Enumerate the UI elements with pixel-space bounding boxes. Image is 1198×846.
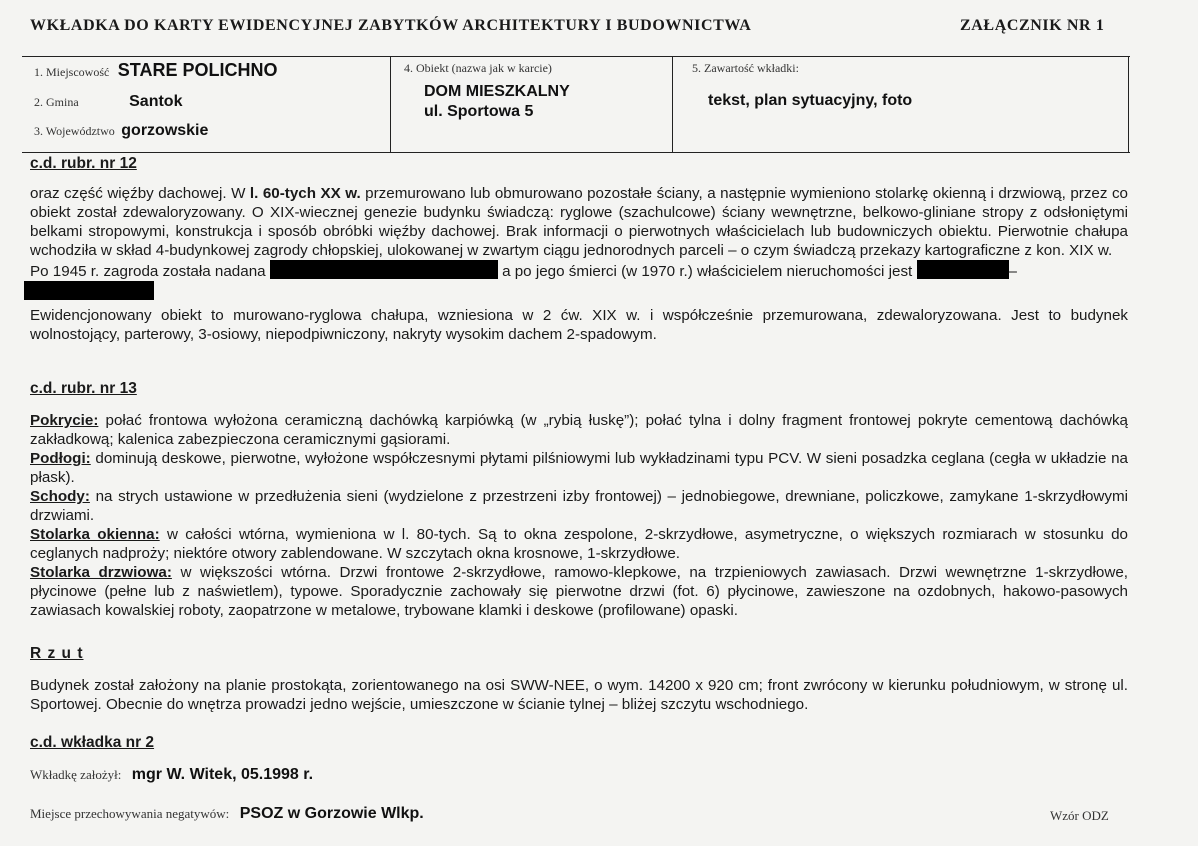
negatywy-field <box>30 805 424 823</box>
section-12-paragraph-2: Po 1945 r. zagroda została nadana a po jego śmierci (w 1970 r.) właścicielem nieruchomości jest – <box>30 260 1128 302</box>
section-13-body <box>30 411 1128 620</box>
field-gmina <box>34 93 182 111</box>
wojewodztwo-value: gorzowskie <box>121 122 209 139</box>
miejscowosc-label: 1. Miejscowość <box>34 65 110 79</box>
p1-bold-date: l. 60-tych XX w. <box>249 185 361 202</box>
p2-text-a: Po 1945 r. zagroda została nadana <box>30 263 266 280</box>
podlogi-label: Podłogi: <box>30 450 91 467</box>
field-wojewodztwo <box>34 122 208 140</box>
podlogi-paragraph <box>30 449 1128 487</box>
annex-number: ZAŁĄCZNIK NR 1 <box>960 17 1105 34</box>
stolarka-drzwiowa-paragraph <box>30 563 1128 620</box>
pokrycie-label: Pokrycie: <box>30 412 99 429</box>
box-top-border <box>22 56 1130 57</box>
section-12-paragraph-1 <box>30 184 1128 260</box>
obiekt-name: DOM MIESZKALNY <box>424 83 570 100</box>
zalozyl-field <box>30 766 313 784</box>
box-divider-2 <box>672 56 673 153</box>
section-12-heading: c.d. rubr. nr 12 <box>30 155 137 172</box>
wojewodztwo-label: 3. Województwo <box>34 124 115 138</box>
schody-paragraph <box>30 487 1128 525</box>
field-miejscowosc <box>34 60 277 81</box>
schody-text: na strych ustawione w przedłużenia sieni (wydzielone z przestrzeni izby frontowej) – jednobiegowe, drewniane, policzkowe, zamykane 1-skrzydłowymi drzwiami. <box>30 488 1128 524</box>
stolarka-okienna-paragraph <box>30 525 1128 563</box>
redaction-box <box>917 260 1009 279</box>
gmina-label: 2. Gmina <box>34 95 79 109</box>
p1-text-b: przemurowano lub obmurowano pozostałe ściany, a następnie wymieniono stolarkę okienną i drzwiową, przez co obiekt został zdewaloryzowany. O XIX-wiecznej genezie budynku świadczą: ryglowe (szachulcowe) ściany wewnętrzne, belkowo-gliniane stropy z odsłoniętymi belkami stropowymi, konstrukcja i sposób obróbki więźby dachowej. Brak informacji o pierwotnych właścicielach lub budowniczych obiektu. Pierwotnie chałupa wchodziła w skład 4-budynkowej zagrody chłopskiej, ulokowanej w zwartym ciągu jednorodnych parceli – o czym świadczą przekazy kartograficzne z kon. XIX w. <box>30 185 1128 259</box>
stolarka-okienna-label: Stolarka okienna: <box>30 526 160 543</box>
gmina-value: Santok <box>129 93 183 110</box>
pokrycie-paragraph <box>30 411 1128 449</box>
redaction-box <box>24 281 154 300</box>
box-divider-1 <box>390 56 391 153</box>
p1-text-a: oraz część więźby dachowej. W <box>30 185 250 202</box>
zawartosc-value: tekst, plan sytuacyjny, foto <box>708 92 913 109</box>
box-bottom-border <box>22 152 1130 153</box>
stolarka-okienna-text: w całości wtórna, wymieniona w l. 80-tych. Są to okna zespolone, 2-skrzydłowe, asymetryczne, o większych rozmiarach w stosunku do ceglanych nadproży; niektóre otwory zablendowane. W szczytach okna krosnowe, 1-skrzydłowe. <box>30 526 1129 562</box>
negatywy-label: Miejsce przechowywania negatywów: <box>30 806 230 821</box>
box-right-border <box>1128 56 1129 153</box>
podlogi-text: dominują deskowe, pierwotne, wyłożone współczesnymi płytami pilśniowymi lub wykładzinami typu PCV. W sieni posadzka ceglana (cegła w układzie na płask). <box>30 450 1128 486</box>
zalozyl-value: mgr W. Witek, 05.1998 r. <box>131 766 314 783</box>
section-12-paragraph-3: Ewidencjonowany obiekt to murowano-ryglowa chałupa, wzniesiona w 2 ćw. XIX w. i współcześnie przemurowana, zdewaloryzowana. Jest to budynek wolnostojący, parterowy, 3-osiowy, niepodpiwniczony, nakryty wysokim dachem 2-spadowym. <box>30 307 1128 343</box>
rzut-paragraph: Budynek został założony na planie prostokąta, zorientowanego na osi SWW-NEE, o wym. 14200 x 920 cm; front zwrócony w kierunku południowym, w stronę ul. Sportowej. Obecnie do wnętrza prowadzi jedno wejście, umieszczone w ścianie tylnej – bliżej szczytu wschodniego. <box>30 677 1128 713</box>
zawartosc-label: 5. Zawartość wkładki: <box>692 61 799 75</box>
pokrycie-text: połać frontowa wyłożona ceramiczną dachówką karpiówką (w „rybią łuskę”); połać tylna i dolny fragment frontowej pokryte cementową dachówką zakładkową; kalenica zabezpieczona ceramicznymi gąsiorami. <box>30 412 1128 448</box>
section-12-body <box>30 184 1128 344</box>
miejscowosc-value: STARE POLICHNO <box>117 60 278 80</box>
zalozyl-label: Wkładkę założył: <box>30 767 122 782</box>
stolarka-drzwiowa-label: Stolarka drzwiowa: <box>30 564 172 581</box>
redaction-box <box>270 260 498 279</box>
stolarka-drzwiowa-text: w większości wtórna. Drzwi frontowe 2-skrzydłowe, ramowo-klepkowe, na trzpieniowych zawiasach. Drzwi wewnętrzne 1-skrzydłowe, płycinowe (pełne lub z naświetlem), typowe. Sporadycznie zachowały się pierwotne drzwi (fot. 6) płycinowe, zawieszone na ozdobnych, hakowo-pasowych zawiasach kowalskiej roboty, zaopatrzone w metalowe, trybowane klamki i deskowe (profilowane) opaski. <box>30 564 1128 619</box>
section-13-heading: c.d. rubr. nr 13 <box>30 380 137 397</box>
negatywy-value: PSOZ w Gorzowie Wlkp. <box>239 805 424 822</box>
rzut-body <box>30 676 1128 714</box>
schody-label: Schody: <box>30 488 90 505</box>
document-title: WKŁADKA DO KARTY EWIDENCYJNEJ ZABYTKÓW ARCHITEKTURY I BUDOWNICTWA <box>30 17 752 34</box>
rzut-heading: R z u t <box>30 645 84 662</box>
obiekt-label: 4. Obiekt (nazwa jak w karcie) <box>404 61 552 75</box>
wzor-label: Wzór ODZ <box>1050 808 1109 823</box>
obiekt-address: ul. Sportowa 5 <box>424 103 534 120</box>
wkladka-2-heading: c.d. wkładka nr 2 <box>30 734 155 751</box>
p2-text-b: a po jego śmierci (w 1970 r.) właścicielem nieruchomości jest <box>502 263 913 280</box>
